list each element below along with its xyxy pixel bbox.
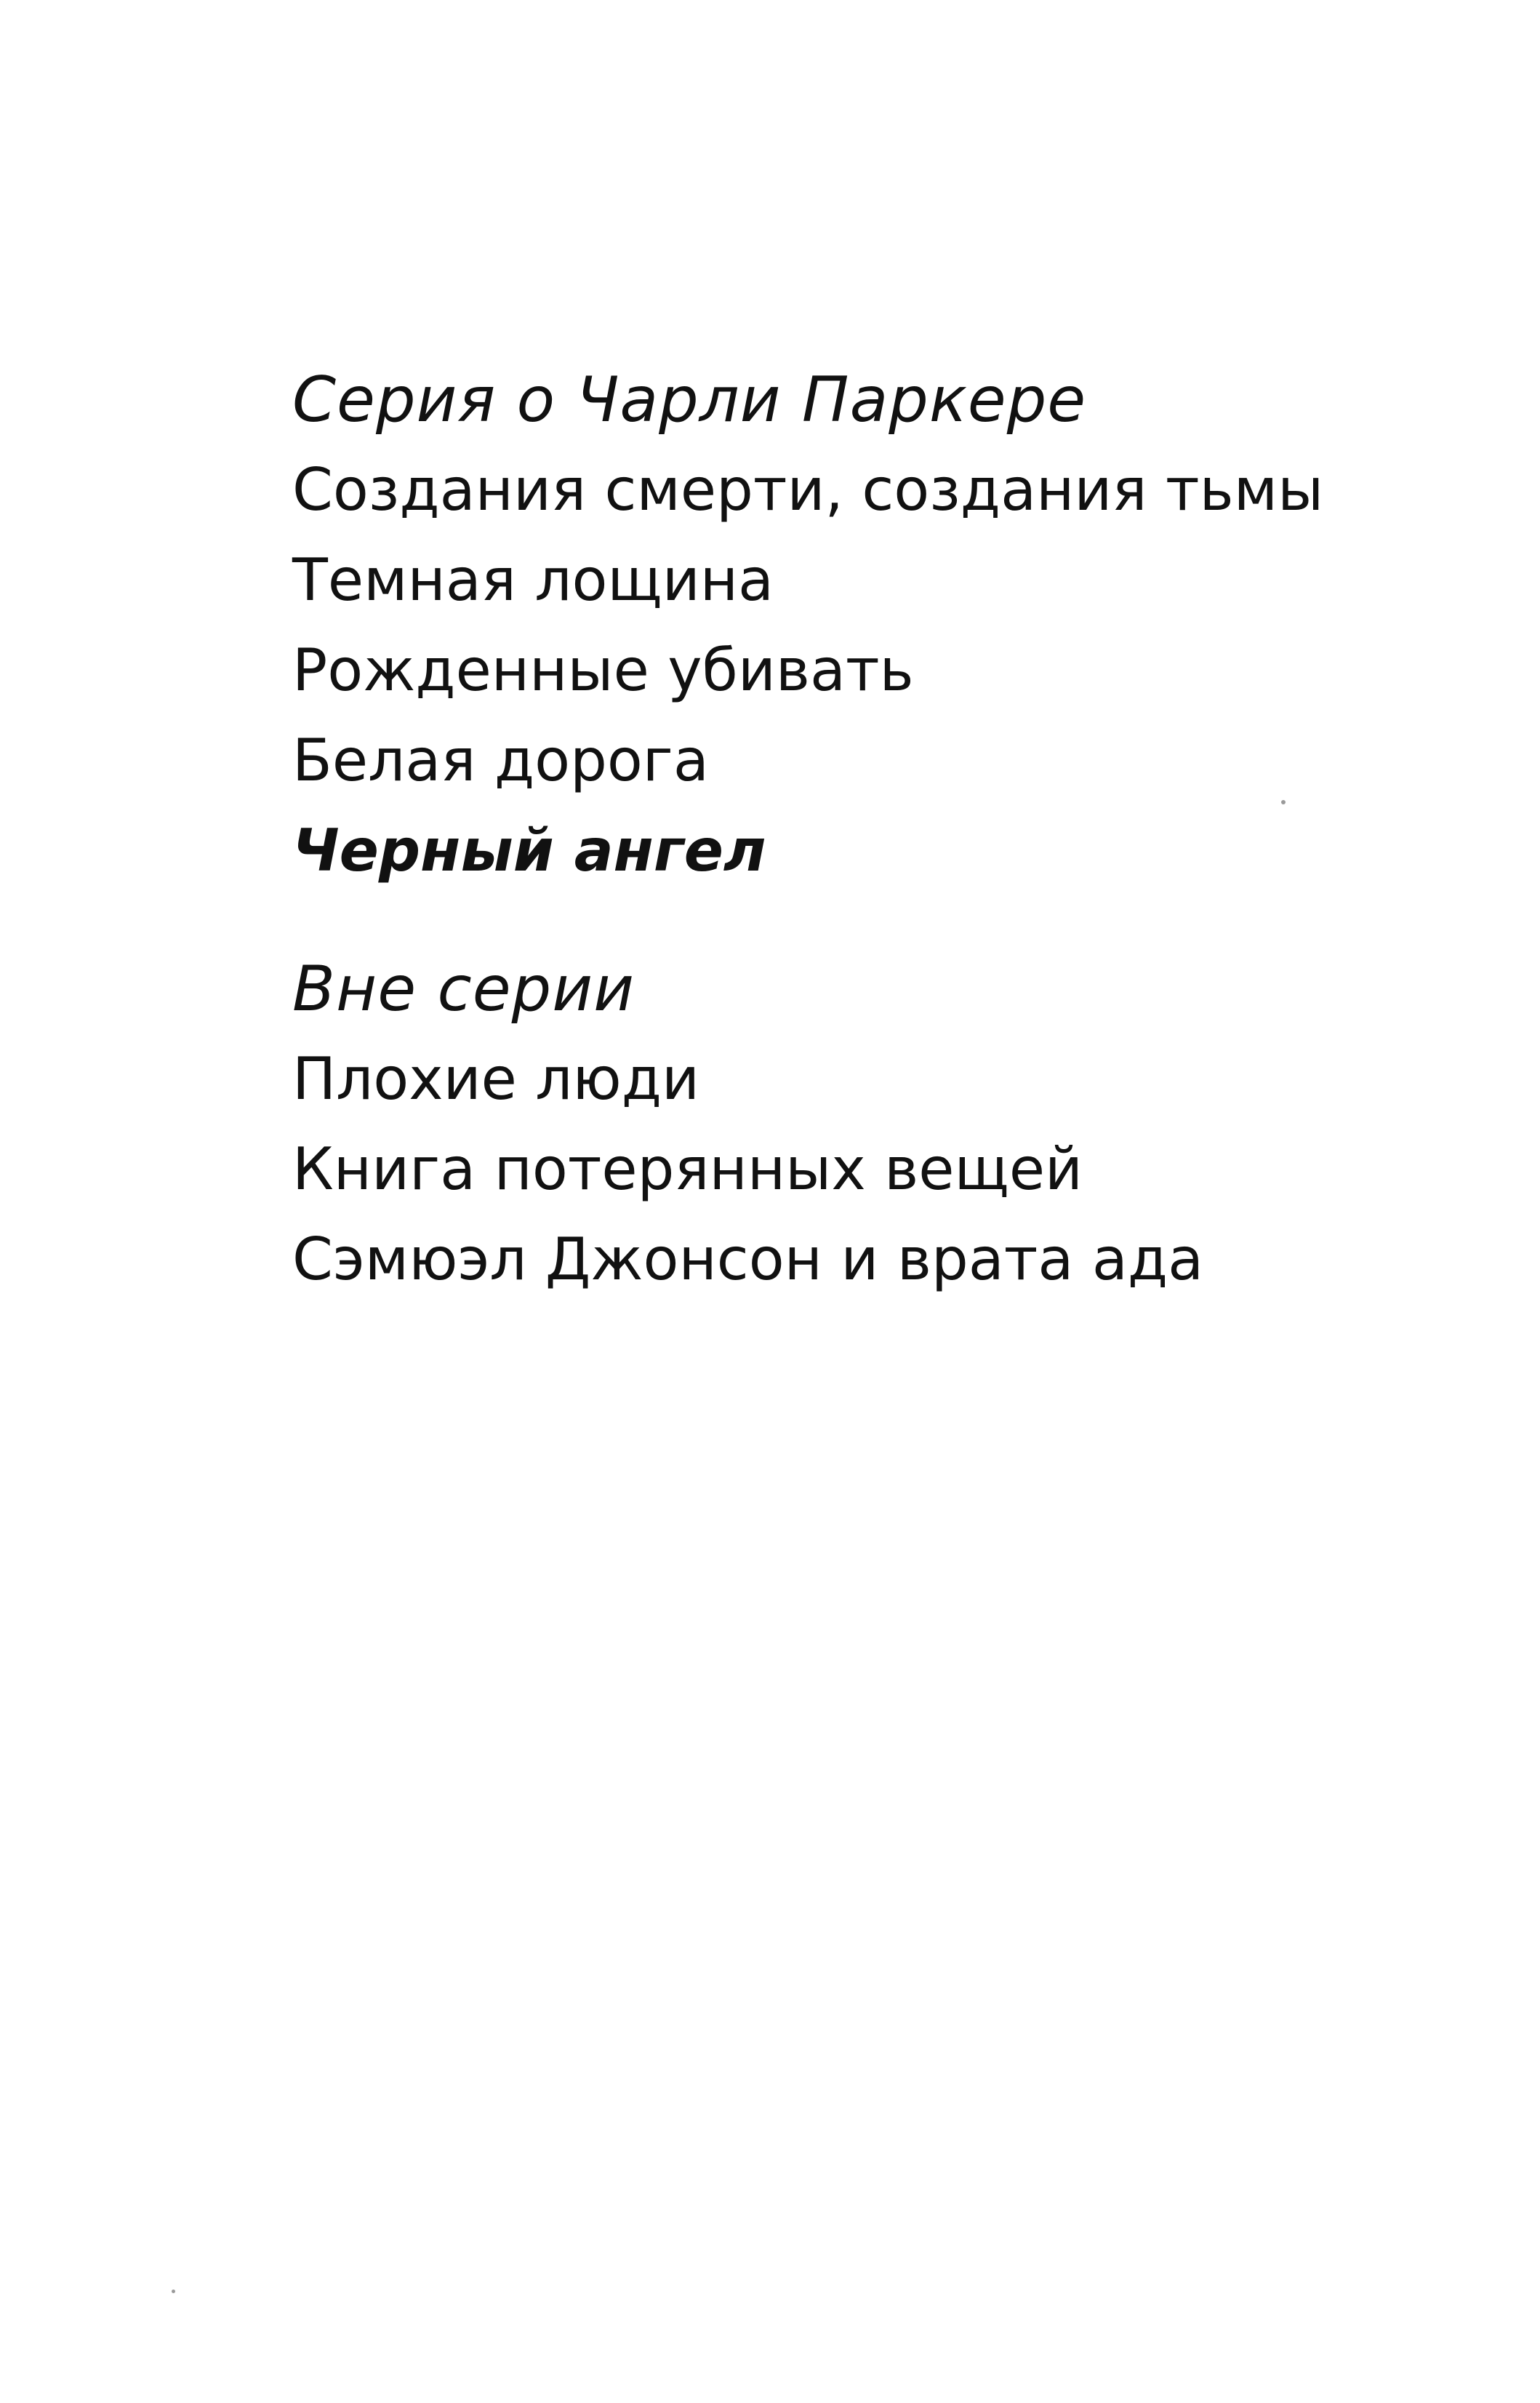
series-section: [292, 355, 1456, 896]
series-book-list: [292, 445, 1456, 896]
standalone-book-list: [292, 1034, 1456, 1305]
standalone-section: [292, 944, 1456, 1305]
series-heading: Серия о Чарли Паркере: [292, 364, 1087, 436]
series-book-1: Создания смерти, создания тьмы: [292, 456, 1324, 524]
standalone-book-1: Плохие люди: [292, 1045, 699, 1113]
standalone-heading: Вне серии: [292, 953, 635, 1025]
standalone-book-2: Книга потерянных вещей: [292, 1135, 1083, 1203]
scan-speck: [172, 2290, 175, 2293]
series-book-3: Рожденные убивать: [292, 636, 914, 704]
series-book-2: Темная лощина: [292, 546, 774, 614]
standalone-book-3: Сэмюэл Джонсон и врата ада: [292, 1226, 1204, 1293]
series-book-4: Белая дорога: [292, 727, 709, 794]
series-book-current: Черный ангел: [292, 817, 766, 884]
scan-speck: [1281, 800, 1286, 804]
